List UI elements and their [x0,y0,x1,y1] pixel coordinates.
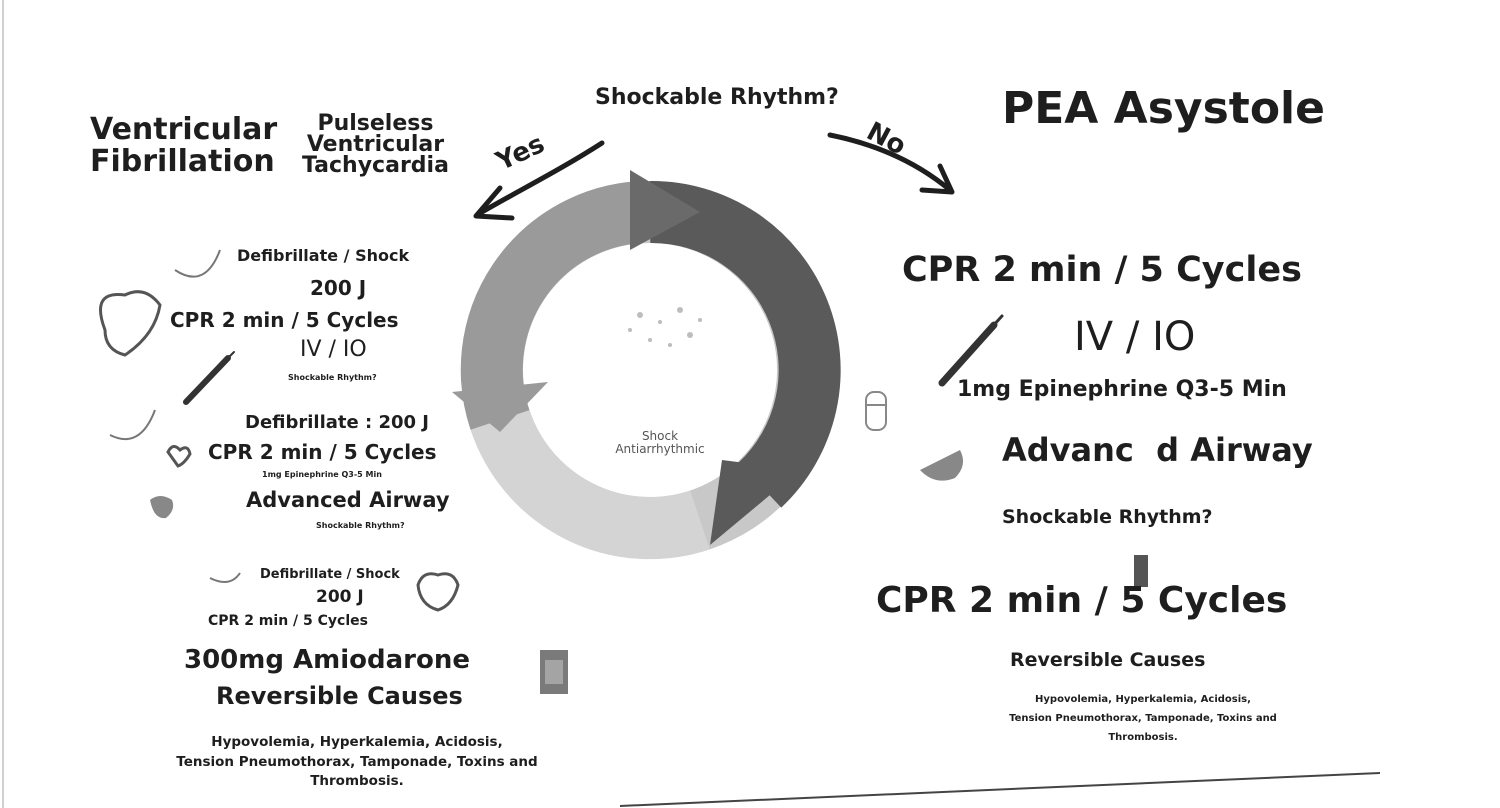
cycle-center-label: Shock Antiarrhythmic [615,429,705,456]
pvt-title: Pulseless Ventricular Tachycardia [302,111,449,178]
right-reversible-list: Hypovolemia, Hyperkalemia, Acidosis, Tension Pneumothorax, Tamponade, Toxins and Thrombosis. [1009,694,1277,743]
left-step3-energy: 200 J [316,587,364,607]
right-access: IV / IO [1074,314,1196,360]
vf-title: Ventricular Fibrillation [90,112,278,179]
left-step1-energy: 200 J [310,276,367,300]
drug-vial-icon [540,555,1148,694]
left-step3-cpr: CPR 2 min / 5 Cycles [208,613,368,629]
right-reversible-title: Reversible Causes [1010,649,1206,671]
no-label: No [861,116,911,162]
left-step2-cpr: CPR 2 min / 5 Cycles [208,440,437,464]
left-step1-cpr: CPR 2 min / 5 Cycles [170,308,399,332]
right-title: PEA Asystole [1002,83,1325,134]
left-step2-drug: 1mg Epinephrine Q3-5 Min [262,470,382,479]
right-drug: 1mg Epinephrine Q3-5 Min [957,377,1287,402]
right-check: Shockable Rhythm? [1002,506,1213,528]
bottom-rule [620,773,1380,806]
defibrillator-pads-icon [110,250,240,582]
left-step2-airway: Advanced Airway [246,488,450,512]
left-step2-check: Shockable Rhythm? [316,521,405,530]
left-step1-check: Shockable Rhythm? [288,373,377,382]
left-step2-shock: Defibrillate : 200 J [245,412,429,433]
cycle-ring [452,170,810,545]
left-step3-shock: Defibrillate / Shock [260,567,400,582]
right-airway: Advanc d Airway [1002,431,1313,469]
right-cpr2: CPR 2 min / 5 Cycles [876,580,1288,621]
left-step1-shock: Defibrillate / Shock [237,246,410,265]
shockable-rhythm-question: Shockable Rhythm? [595,85,839,110]
right-cpr: CPR 2 min / 5 Cycles [902,250,1302,290]
left-step1-access: IV / IO [300,337,367,362]
left-reversible-title: Reversible Causes [216,682,463,710]
left-amiodarone: 300mg Amiodarone [184,645,470,675]
yes-label: Yes [491,128,550,178]
ring-arrowhead-bottom [710,460,800,545]
pill-bottle-icon [866,392,886,430]
left-reversible-list: Hypovolemia, Hyperkalemia, Acidosis, Tension Pneumothorax, Tamponade, Toxins and Thrombosis. [176,734,538,790]
